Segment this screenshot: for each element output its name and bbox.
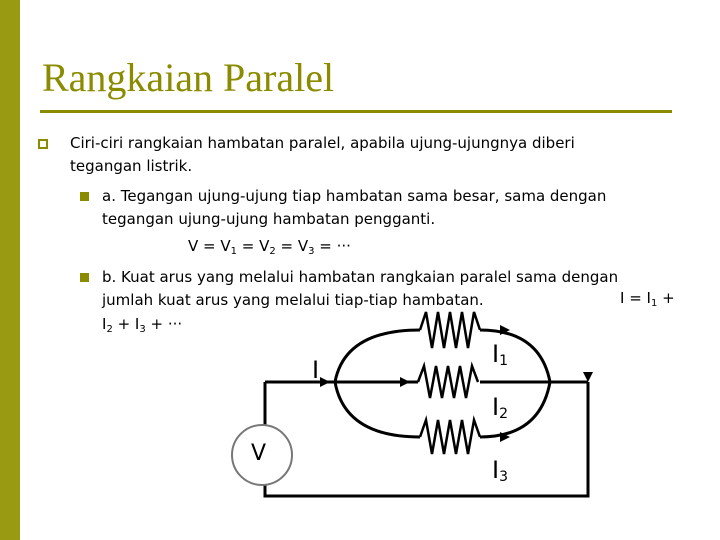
arrow-main-current-icon	[320, 377, 330, 387]
voltage-source-label: V	[251, 441, 267, 466]
branch-wire-upper-left	[335, 330, 420, 382]
sub-bullet-a-line1: a. Tegangan ujung-ujung tiap hambatan sama besar, sama dengan	[102, 187, 607, 205]
current-formula-part1: $I = I_1$ +	[620, 289, 675, 309]
branch-wire-upper-right	[480, 330, 550, 382]
main-bullet-line1: Ciri-ciri rangkaian hambatan paralel, apabila ujung-ujungnya diberi	[70, 134, 575, 152]
resistor-coil-2	[418, 366, 478, 398]
branch1-current-label: $I_1$	[492, 340, 508, 369]
current-formula-part2: $I_2 + I_3$ + ···	[102, 315, 183, 335]
arrow-branch2-icon	[400, 377, 410, 387]
sub-bullet-a-line2: tegangan ujung-ujung hambatan pengganti.	[102, 210, 436, 228]
branch3-current-label: $I_3$	[492, 456, 508, 485]
main-bullet-line2: tegangan listrik.	[70, 157, 193, 175]
slide-title: Rangkaian Paralel	[42, 55, 335, 100]
branch-wire-lower-right	[480, 382, 550, 437]
resistor-coil-3	[420, 420, 480, 454]
resistor-coil-1	[420, 312, 480, 348]
voltage-formula: $V = V_1 = V_2 = V_3$ = ···	[188, 237, 351, 257]
sub-bullet-b-line2: jumlah kuat arus yang melalui tiap-tiap hambatan.	[102, 291, 484, 309]
branch-wire-lower-left	[335, 382, 420, 437]
main-current-label: I	[312, 356, 320, 384]
sub-bullet-b-line1: b. Kuat arus yang melalui hambatan rangkaian paralel sama dengan	[102, 268, 619, 286]
branch2-current-label: $I_2$	[492, 393, 508, 422]
circuit-wire-left	[265, 382, 588, 496]
